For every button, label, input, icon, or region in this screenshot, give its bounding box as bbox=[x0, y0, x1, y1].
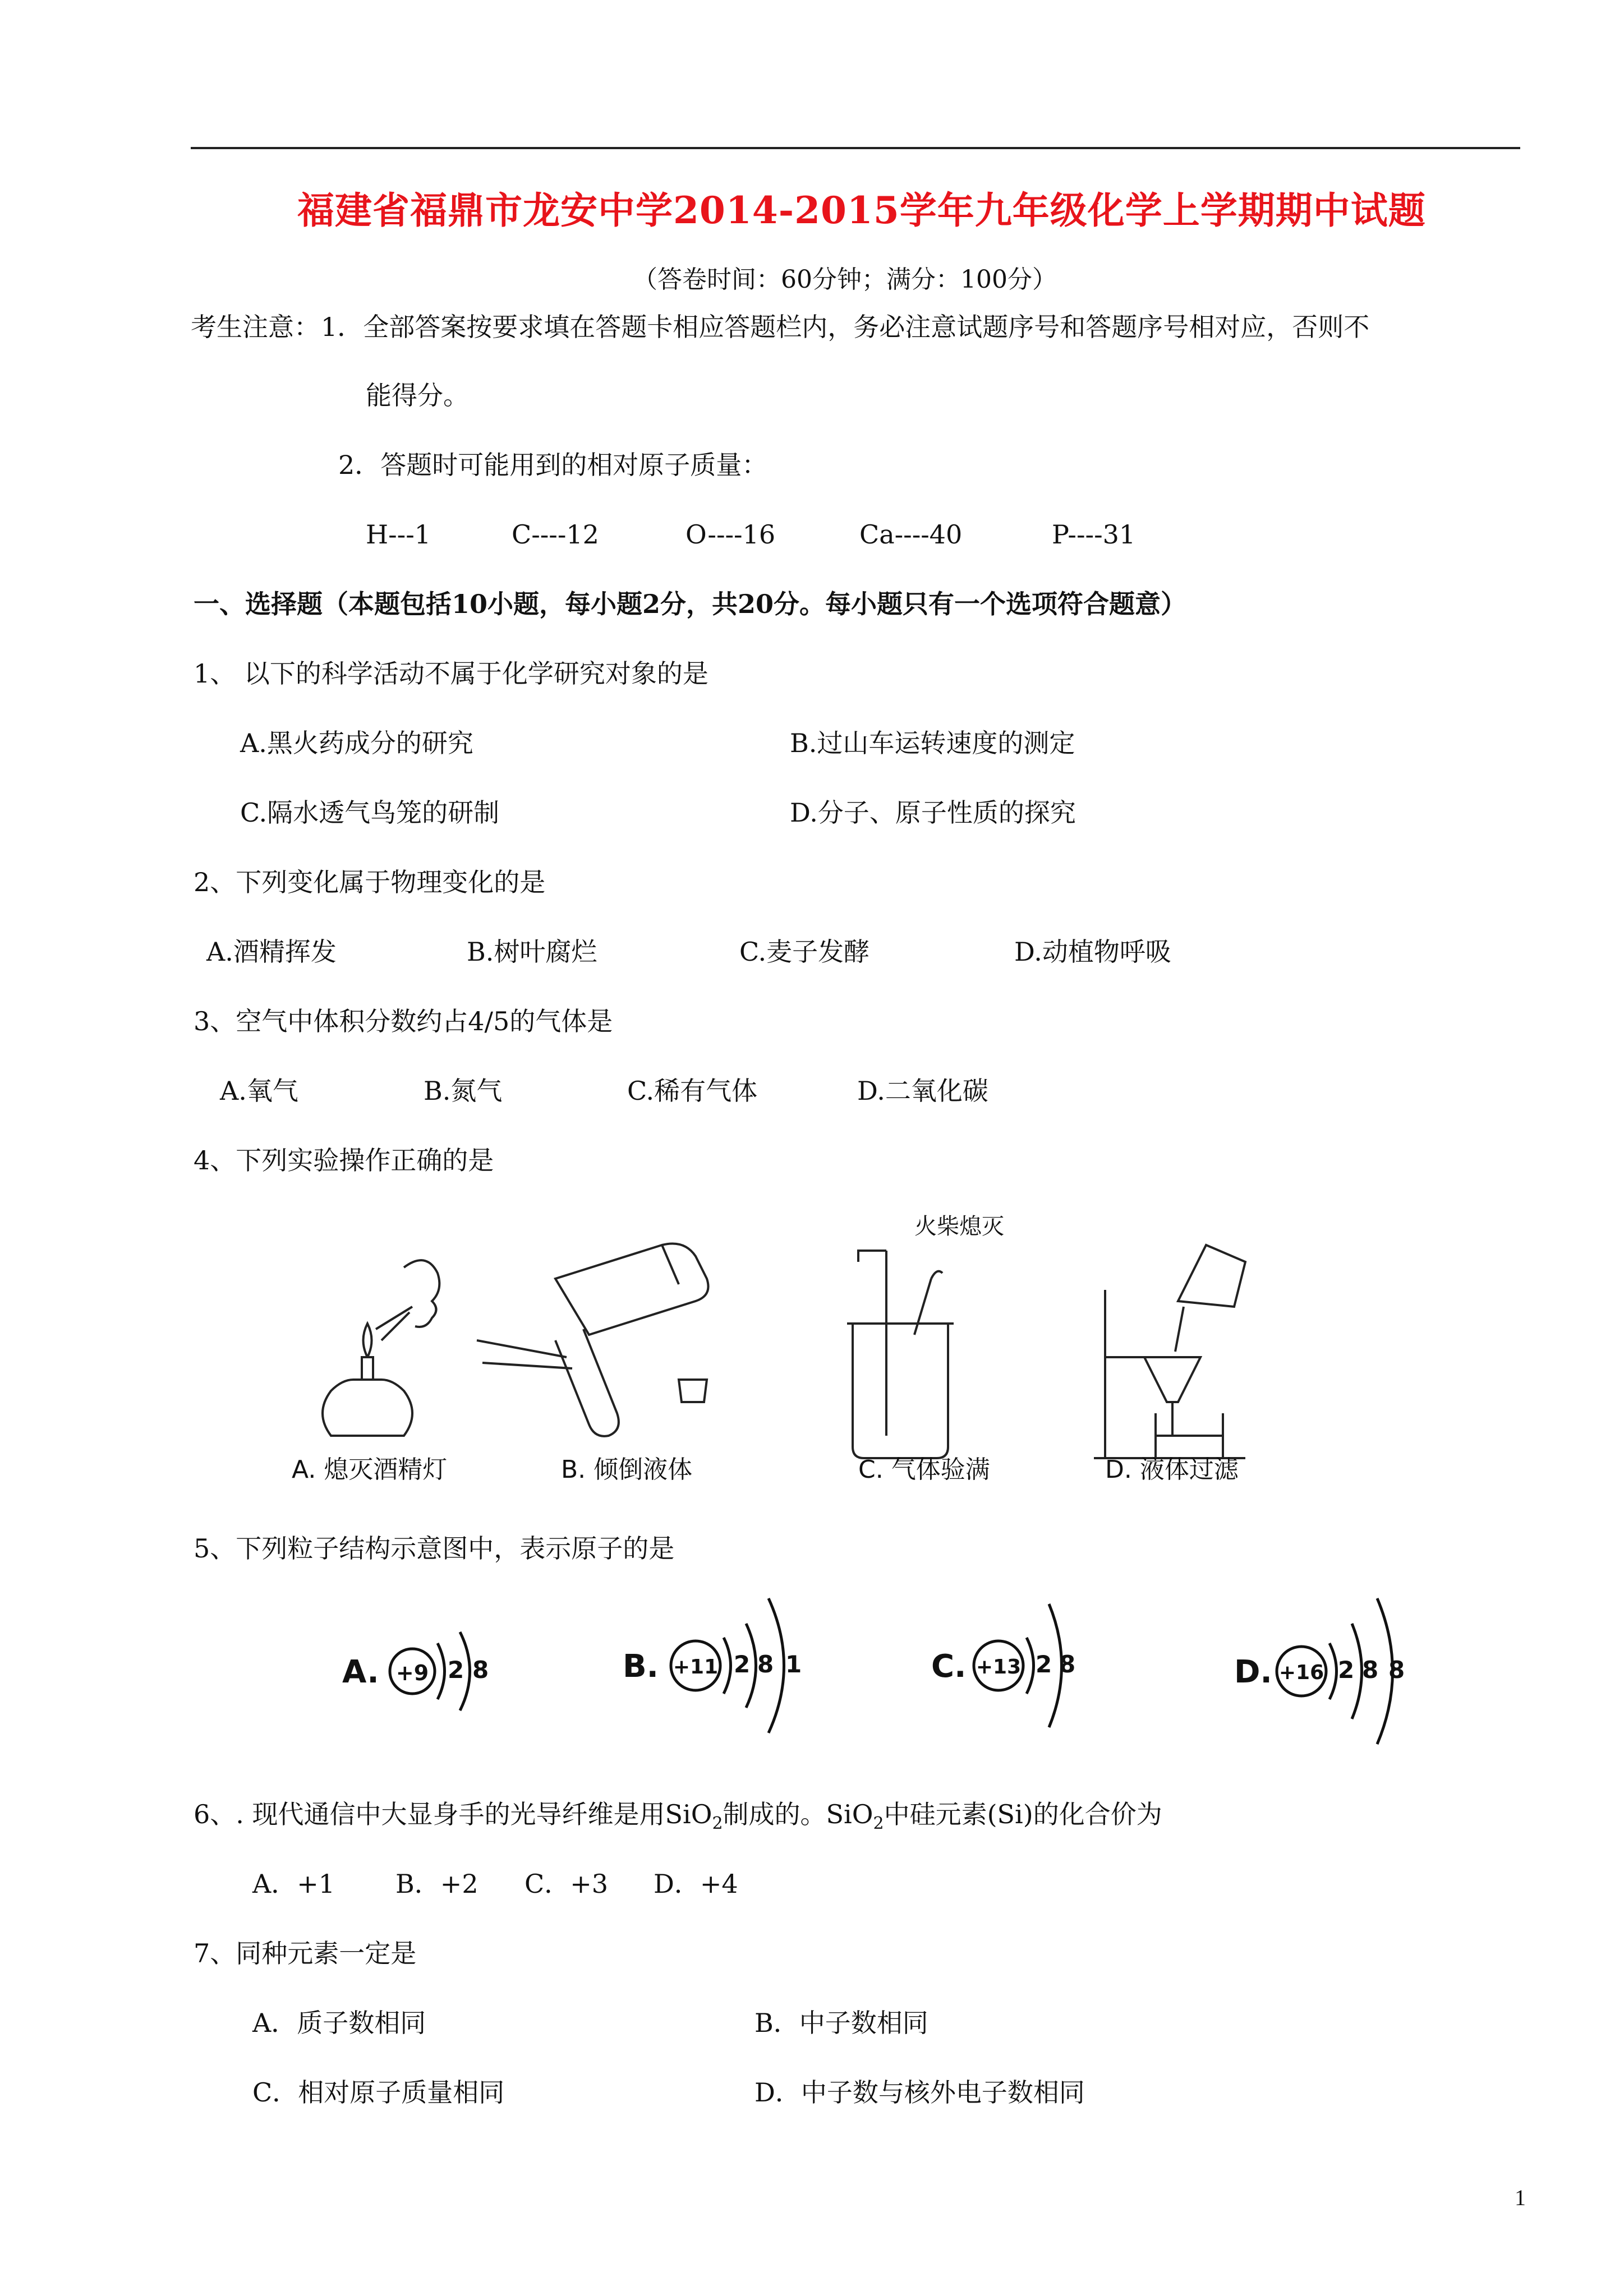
svg-text:8: 8 bbox=[472, 1656, 489, 1684]
notice-item-1: 1．全部答案按要求填在答题卡相应答题栏内，务必注意试题序号和答题序号相对应，否则不 bbox=[321, 312, 1370, 342]
svg-text:+13: +13 bbox=[976, 1656, 1022, 1679]
mass-o: O----16 bbox=[686, 519, 776, 550]
q6-subscript: 2 bbox=[873, 1814, 884, 1834]
q3-option-d: D.二氧化碳 bbox=[857, 1076, 988, 1106]
section-heading: 一、选择题（本题包括10小题，每小题2分，共20分。每小题只有一个选项符合题意） bbox=[194, 589, 1187, 619]
q4-label-b: B. 倾倒液体 bbox=[561, 1455, 693, 1484]
q6-option-c: C．+3 bbox=[525, 1869, 609, 1899]
alcohol-lamp-icon bbox=[323, 1260, 439, 1436]
q7-option-a: A．质子数相同 bbox=[252, 2008, 426, 2038]
svg-text:+11: +11 bbox=[673, 1656, 719, 1679]
notice-item-1-cont: 能得分。 bbox=[366, 380, 469, 411]
svg-text:2: 2 bbox=[1036, 1650, 1052, 1678]
svg-text:8: 8 bbox=[1059, 1650, 1076, 1678]
atom-diagram-c bbox=[931, 1604, 1075, 1727]
filtration-icon bbox=[1094, 1245, 1245, 1458]
svg-text:2: 2 bbox=[1338, 1656, 1355, 1684]
q3-option-a: A.氧气 bbox=[220, 1076, 298, 1106]
svg-text:B.: B. bbox=[623, 1648, 659, 1685]
q4-stem: 4、下列实验操作正确的是 bbox=[194, 1145, 494, 1175]
svg-text:8: 8 bbox=[757, 1650, 774, 1678]
svg-text:1: 1 bbox=[785, 1650, 802, 1678]
svg-text:+16: +16 bbox=[1278, 1661, 1324, 1684]
q1-option-b: B.过山车运转速度的测定 bbox=[790, 728, 1075, 758]
q2-option-c: C.麦子发酵 bbox=[739, 937, 870, 967]
q4-label-d: D. 液体过滤 bbox=[1105, 1455, 1239, 1484]
header-rule bbox=[191, 147, 1520, 149]
q6-stem-part: 6、. 现代通信中大显身手的光导纤维是用SiO bbox=[194, 1799, 712, 1829]
q5-stem: 5、下列粒子结构示意图中，表示原子的是 bbox=[194, 1533, 675, 1564]
gas-bottle-icon bbox=[847, 1251, 954, 1458]
q2-option-a: A.酒精挥发 bbox=[206, 937, 337, 967]
svg-text:8: 8 bbox=[1388, 1656, 1405, 1684]
match-label: 火柴熄灭 bbox=[914, 1214, 1004, 1239]
q4-label-c: C. 气体验满 bbox=[858, 1455, 990, 1484]
q4-figure bbox=[292, 1211, 1301, 1484]
q2-option-d: D.动植物呼吸 bbox=[1014, 937, 1171, 967]
svg-text:A.: A. bbox=[342, 1654, 379, 1690]
q6-option-d: D．+4 bbox=[654, 1869, 738, 1899]
pouring-liquid-icon bbox=[477, 1244, 709, 1436]
svg-text:C.: C. bbox=[931, 1648, 967, 1685]
q6-stem-part: 制成的。SiO bbox=[723, 1799, 873, 1829]
lab-operations-illustration bbox=[292, 1211, 1301, 1484]
q1-option-d: D.分子、原子性质的探究 bbox=[790, 797, 1076, 828]
q5-figure bbox=[325, 1570, 1425, 1750]
notice-label: 考生注意： bbox=[191, 312, 320, 342]
q4-label-a: A. 熄灭酒精灯 bbox=[292, 1455, 448, 1484]
q6-stem-part: 中硅元素(Si)的化合价为 bbox=[884, 1799, 1162, 1829]
exam-info: （答卷时间：60分钟；满分：100分） bbox=[633, 265, 1057, 294]
q6-option-a: A．+1 bbox=[252, 1869, 335, 1899]
mass-c: C----12 bbox=[512, 519, 599, 550]
svg-text:+9: +9 bbox=[395, 1661, 429, 1685]
atom-diagram-b bbox=[623, 1598, 802, 1733]
atom-diagram-a bbox=[342, 1632, 489, 1711]
mass-h: H---1 bbox=[366, 519, 431, 550]
q2-option-b: B.树叶腐烂 bbox=[467, 937, 597, 967]
q1-option-c: C.隔水透气鸟笼的研制 bbox=[240, 797, 500, 828]
svg-text:D.: D. bbox=[1234, 1654, 1272, 1690]
q2-stem: 2、下列变化属于物理变化的是 bbox=[194, 867, 546, 897]
q6-subscript: 2 bbox=[712, 1814, 723, 1834]
q3-option-b: B.氮气 bbox=[424, 1076, 503, 1106]
q3-stem: 3、空气中体积分数约占4/5的气体是 bbox=[194, 1006, 613, 1036]
atom-diagrams bbox=[325, 1570, 1425, 1750]
atom-diagram-d bbox=[1234, 1598, 1405, 1744]
q7-stem: 7、同种元素一定是 bbox=[194, 1938, 417, 1968]
q6-stem bbox=[194, 1801, 1162, 1832]
page-number: 1 bbox=[1515, 2185, 1526, 2210]
svg-text:8: 8 bbox=[1362, 1656, 1379, 1684]
notice-item-2: 2．答题时可能用到的相对原子质量： bbox=[338, 450, 768, 480]
q3-option-c: C.稀有气体 bbox=[627, 1076, 758, 1106]
q6-option-b: B．+2 bbox=[395, 1869, 479, 1899]
q1-stem: 1、 以下的科学活动不属于化学研究对象的是 bbox=[194, 658, 709, 689]
q1-option-a: A.黑火药成分的研究 bbox=[240, 728, 473, 758]
mass-p: P----31 bbox=[1052, 519, 1136, 550]
svg-text:2: 2 bbox=[734, 1650, 751, 1678]
q7-option-c: C．相对原子质量相同 bbox=[252, 2077, 505, 2108]
mass-ca: Ca----40 bbox=[859, 519, 963, 550]
q7-option-b: B．中子数相同 bbox=[755, 2008, 928, 2038]
page-title: 福建省福鼎市龙安中学2014-2015学年九年级化学上学期期中试题 bbox=[297, 188, 1426, 232]
q7-option-d: D．中子数与核外电子数相同 bbox=[755, 2077, 1085, 2108]
svg-text:2: 2 bbox=[448, 1656, 464, 1684]
